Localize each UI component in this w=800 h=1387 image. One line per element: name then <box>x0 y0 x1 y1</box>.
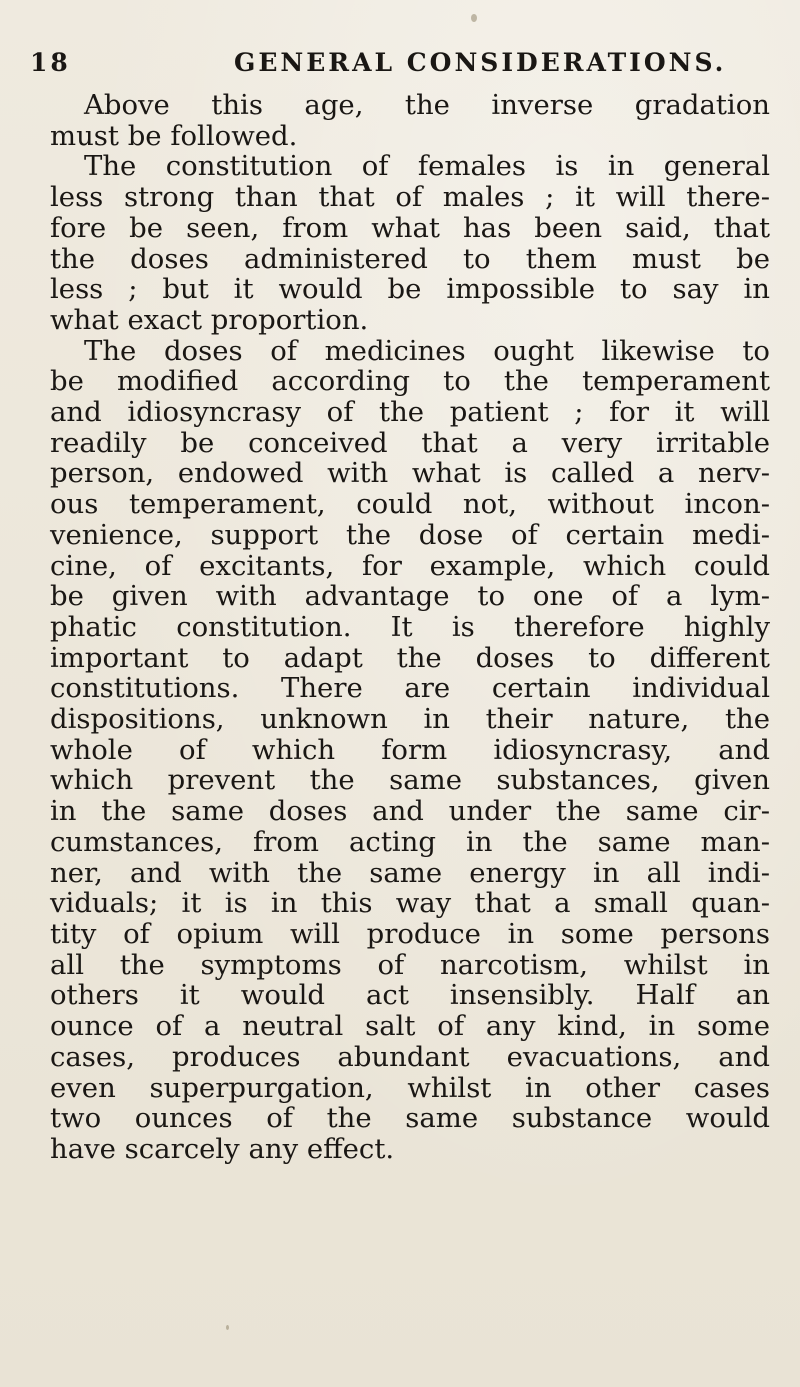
text-line: The doses of medicines ought likewise to <box>84 334 770 367</box>
text-line: fore be seen, from what has been said, that <box>50 211 770 244</box>
text-line: less ; but it would be impossible to say in <box>50 273 770 306</box>
text-line: person, endowed with what is called a nerv- <box>50 457 770 490</box>
text-line: The constitution of females is in general <box>84 150 770 183</box>
paper-speck <box>471 14 477 22</box>
text-line: venience, support the dose of certain medi- <box>50 518 770 551</box>
text-line: ounce of a neutral salt of any kind, in some <box>50 1010 770 1043</box>
text-line: phatic constitution. It is therefore highly <box>50 610 770 643</box>
text-line: must be followed. <box>50 119 298 152</box>
paper-speck <box>226 1325 229 1330</box>
text-line: two ounces of the same substance would <box>50 1102 770 1135</box>
running-head: GENERAL CONSIDERATIONS. <box>234 48 727 77</box>
text-line: less strong than that of males ; it will there- <box>50 181 770 214</box>
text-line: others it would act insensibly. Half an <box>50 979 770 1012</box>
text-line: tity of opium will produce in some persons <box>50 917 770 950</box>
paragraph <box>50 151 770 335</box>
page-header <box>30 48 750 80</box>
text-line: readily be conceived that a very irritable <box>50 426 770 459</box>
text-line: what exact proportion. <box>50 303 369 336</box>
text-line: have scarcely any effect. <box>50 1132 395 1165</box>
text-line: be given with advantage to one of a lym- <box>50 580 770 613</box>
body-text <box>50 90 770 1165</box>
page-number: 18 <box>30 48 71 77</box>
text-line: be modified according to the temperament <box>50 365 770 398</box>
text-line: Above this age, the inverse gradation <box>84 89 770 121</box>
text-line: viduals; it is in this way that a small quan- <box>50 887 770 920</box>
text-line: which prevent the same substances, given <box>50 764 770 797</box>
paragraph <box>50 336 770 1165</box>
paragraph <box>50 90 770 151</box>
text-line: cases, produces abundant evacuations, and <box>50 1040 770 1073</box>
text-line: constitutions. There are certain individual <box>50 672 770 705</box>
text-line: the doses administered to them must be <box>50 242 770 275</box>
text-line: ous temperament, could not, without incon- <box>50 488 770 521</box>
text-line: even superpurgation, whilst in other cases <box>50 1071 770 1104</box>
text-line: cumstances, from acting in the same man- <box>50 825 770 858</box>
text-line: cine, of excitants, for example, which could <box>50 549 770 582</box>
text-line: dispositions, unknown in their nature, the <box>50 703 770 736</box>
text-line: whole of which form idiosyncrasy, and <box>50 733 770 766</box>
text-line: and idiosyncrasy of the patient ; for it will <box>50 396 770 429</box>
text-line: ner, and with the same energy in all indi- <box>50 856 770 889</box>
text-line: important to adapt the doses to different <box>50 641 770 674</box>
text-line: all the symptoms of narcotism, whilst in <box>50 948 770 981</box>
text-line: in the same doses and under the same cir- <box>50 795 770 828</box>
